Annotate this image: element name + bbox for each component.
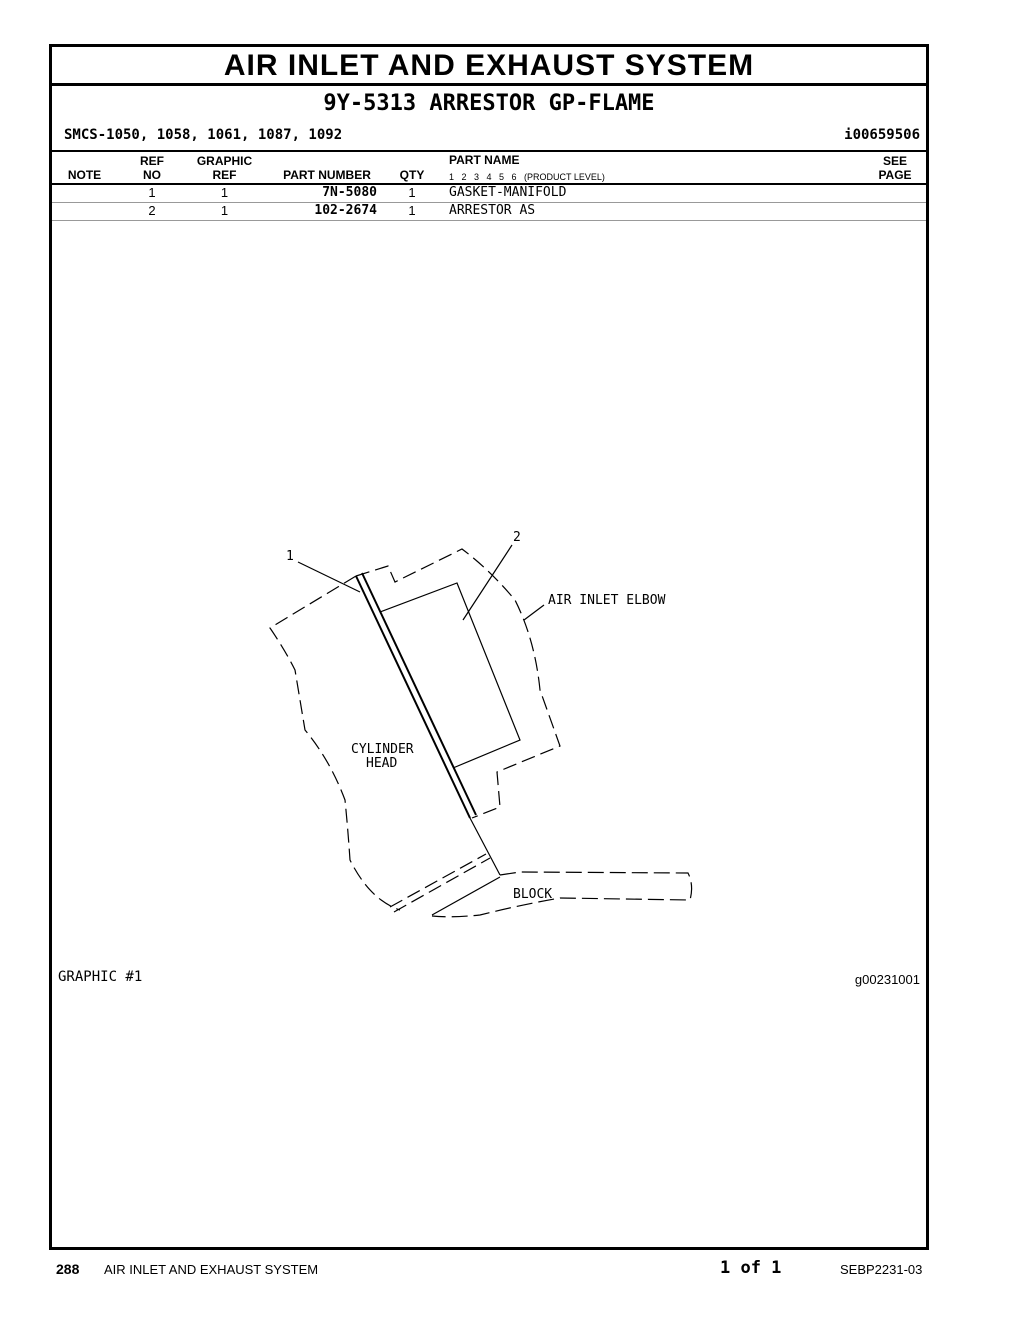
cell-ref-no: 2: [148, 203, 156, 218]
header-see-bottom: PAGE: [878, 168, 912, 182]
label-head: HEAD: [366, 756, 398, 771]
footer-doc-number: SEBP2231-03: [840, 1262, 923, 1277]
label-block: BLOCK: [513, 887, 553, 902]
smcs-codes: SMCS-1050, 1058, 1061, 1087, 1092: [64, 127, 343, 143]
callout-1: 1: [286, 549, 294, 564]
joint-line: [390, 854, 486, 907]
cell-qty: 1: [408, 203, 416, 218]
header-qty: QTY: [399, 168, 425, 182]
block-outline: [432, 872, 692, 917]
gasket-line: [362, 573, 476, 815]
cell-graphic-ref: 1: [220, 203, 229, 218]
header-ref-top: REF: [140, 154, 164, 168]
footer-page-number: 288: [56, 1261, 80, 1277]
cell-ref-no: 1: [148, 185, 156, 200]
graphic-label: GRAPHIC #1: [58, 969, 143, 985]
header-graphic-bottom: REF: [212, 168, 237, 182]
gasket-line: [356, 576, 470, 818]
label-cylinder: CYLINDER: [351, 742, 414, 757]
leader-line: [524, 605, 544, 620]
cell-graphic-ref: 1: [220, 185, 229, 200]
header-product-levels: 1 2 3 4 5 6 (PRODUCT LEVEL): [449, 172, 605, 182]
joint-line: [432, 877, 500, 915]
header-see-top: SEE: [882, 154, 907, 168]
leader-line: [298, 562, 360, 592]
cell-part-name: ARRESTOR AS: [449, 203, 536, 218]
arrestor-box: [380, 583, 520, 768]
header-graphic-top: GRAPHIC: [196, 154, 253, 168]
header-part-name: PART NAME: [449, 153, 520, 167]
header-note: NOTE: [67, 168, 102, 182]
joint-line: [394, 858, 490, 912]
illustration-id: i00659506: [844, 127, 920, 143]
leader-line: [463, 545, 512, 620]
graphic-id: g00231001: [854, 972, 920, 987]
footer-page-of: 1 of 1: [720, 1258, 782, 1278]
callout-2: 2: [513, 530, 521, 545]
group-subtitle: 9Y-5313 ARRESTOR GP-FLAME: [323, 91, 655, 116]
cell-part-number: 7N-5080: [322, 185, 377, 200]
cell-part-name: GASKET-MANIFOLD: [449, 185, 567, 200]
cell-part-number: 102-2674: [314, 203, 377, 218]
cell-qty: 1: [408, 185, 416, 200]
page-title: AIR INLET AND EXHAUST SYSTEM: [52, 47, 926, 86]
header-part-number: PART NUMBER: [283, 168, 371, 182]
label-air-inlet-elbow: AIR INLET ELBOW: [548, 593, 666, 608]
footer-section: AIR INLET AND EXHAUST SYSTEM: [104, 1262, 319, 1277]
header-ref-bottom: NO: [143, 168, 161, 182]
